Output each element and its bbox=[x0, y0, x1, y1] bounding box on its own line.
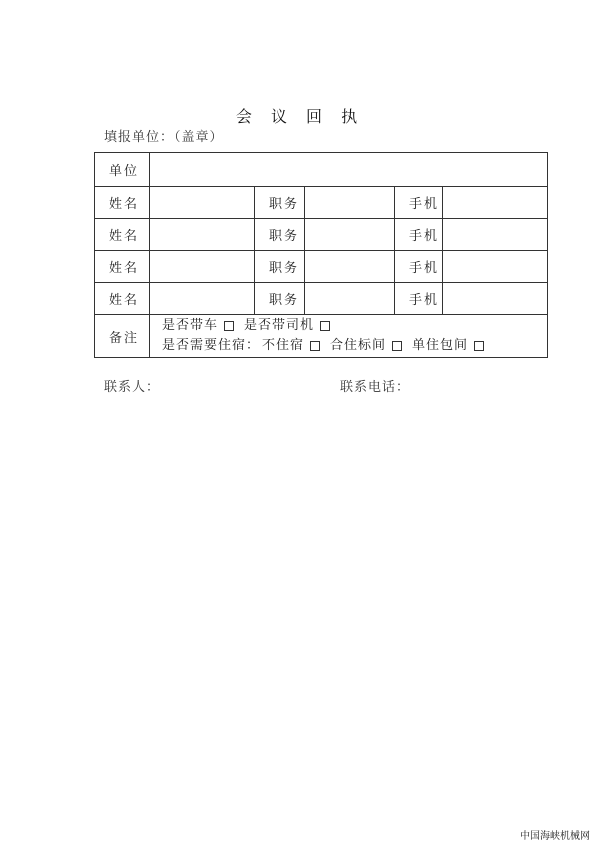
position-label: 职务 bbox=[255, 219, 305, 251]
remark-row bbox=[95, 315, 548, 358]
contact-phone-label: 联系电话： bbox=[340, 380, 411, 395]
shared-room-checkbox[interactable] bbox=[392, 341, 402, 351]
unit-label: 单位 bbox=[95, 153, 150, 187]
lodging-option-label: 合住标间 bbox=[330, 338, 387, 353]
remark-options bbox=[150, 315, 548, 358]
position-input[interactable] bbox=[305, 219, 395, 251]
person-row bbox=[95, 187, 548, 219]
bring-driver-option bbox=[244, 316, 330, 336]
name-label: 姓名 bbox=[95, 283, 150, 315]
position-input[interactable] bbox=[305, 187, 395, 219]
position-label: 职务 bbox=[255, 283, 305, 315]
lodging-option-single bbox=[412, 336, 484, 356]
position-input[interactable] bbox=[305, 251, 395, 283]
position-label: 职务 bbox=[255, 187, 305, 219]
contact-person-label: 联系人： bbox=[104, 380, 161, 395]
name-input[interactable] bbox=[150, 283, 255, 315]
phone-label: 手机 bbox=[395, 219, 443, 251]
lodging-line bbox=[162, 336, 547, 356]
bring-car-option bbox=[162, 316, 234, 336]
bring-driver-checkbox[interactable] bbox=[320, 321, 330, 331]
bring-car-checkbox[interactable] bbox=[224, 321, 234, 331]
name-input[interactable] bbox=[150, 251, 255, 283]
lodging-option-shared bbox=[330, 336, 402, 356]
no-stay-checkbox[interactable] bbox=[310, 341, 320, 351]
fill-unit-label: 填报单位：（盖章） bbox=[104, 130, 224, 145]
phone-input[interactable] bbox=[443, 251, 548, 283]
unit-row bbox=[95, 153, 548, 187]
phone-input[interactable] bbox=[443, 283, 548, 315]
phone-input[interactable] bbox=[443, 187, 548, 219]
lodging-option-label: 单住包间 bbox=[412, 338, 469, 353]
lodging-prefix: 是否需要住宿： bbox=[162, 338, 261, 353]
phone-label: 手机 bbox=[395, 283, 443, 315]
single-room-checkbox[interactable] bbox=[474, 341, 484, 351]
name-input[interactable] bbox=[150, 187, 255, 219]
name-label: 姓名 bbox=[95, 251, 150, 283]
phone-input[interactable] bbox=[443, 219, 548, 251]
unit-input[interactable] bbox=[150, 153, 548, 187]
person-row bbox=[95, 251, 548, 283]
phone-label: 手机 bbox=[395, 251, 443, 283]
bring-car-label: 是否带车 bbox=[162, 318, 219, 333]
name-label: 姓名 bbox=[95, 187, 150, 219]
site-watermark: 中国海峡机械网 bbox=[520, 831, 590, 842]
position-label: 职务 bbox=[255, 251, 305, 283]
person-row bbox=[95, 219, 548, 251]
lodging-option-label: 不住宿 bbox=[262, 338, 305, 353]
receipt-form-table bbox=[94, 152, 548, 358]
name-label: 姓名 bbox=[95, 219, 150, 251]
remark-label: 备注 bbox=[95, 315, 150, 358]
vehicle-line bbox=[162, 316, 547, 336]
bring-driver-label: 是否带司机 bbox=[244, 318, 315, 333]
name-input[interactable] bbox=[150, 219, 255, 251]
phone-label: 手机 bbox=[395, 187, 443, 219]
person-row bbox=[95, 283, 548, 315]
position-input[interactable] bbox=[305, 283, 395, 315]
lodging-option-no-stay bbox=[262, 336, 320, 356]
page-title: 会 议 回 执 bbox=[235, 107, 365, 126]
